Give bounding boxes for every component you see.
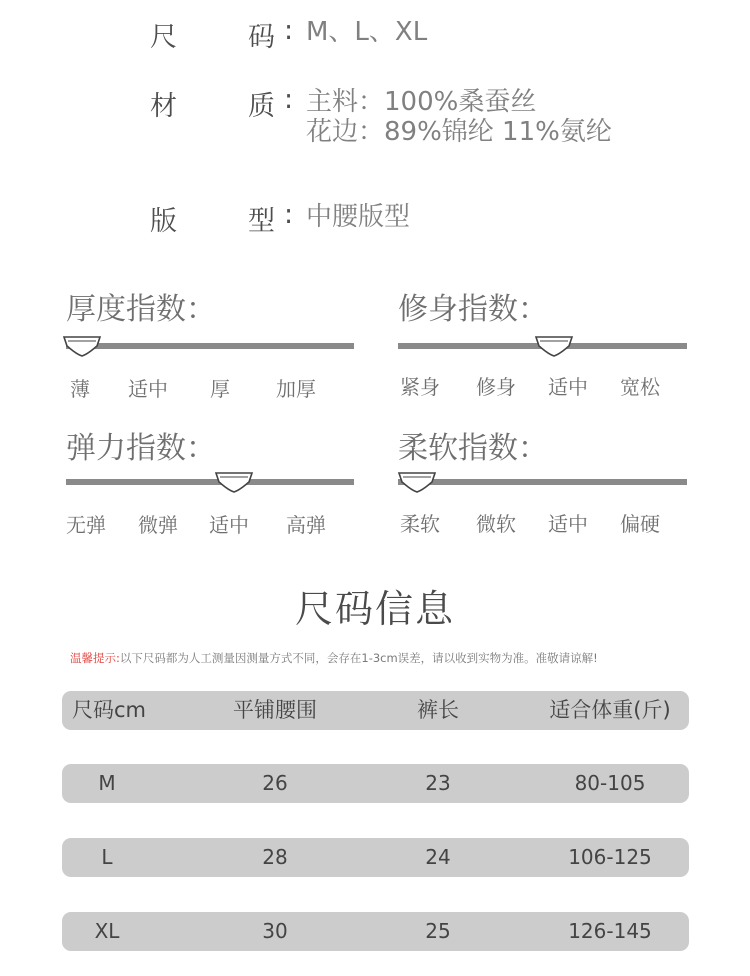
header-size: 尺码cm: [72, 698, 147, 722]
elasticity-level-1: 无弹: [66, 513, 106, 537]
cell-waist: 30: [262, 919, 288, 943]
thickness-level-3: 厚: [210, 377, 230, 401]
elasticity-index-track: [66, 479, 354, 485]
spec-material-label-b: 质: [248, 91, 275, 122]
elasticity-level-3: 适中: [209, 513, 249, 537]
cell-weight: 126-145: [568, 919, 652, 943]
spec-material-line2: 花边：89%锦纶 11%氨纶: [306, 117, 612, 147]
underwear-marker-icon: [534, 333, 574, 359]
cell-weight: 106-125: [568, 845, 652, 869]
spec-material-line1: 主料：100%桑蚕丝: [306, 87, 537, 117]
fit-index-title: 修身指数：: [398, 292, 548, 327]
spec-size-colon: :: [284, 15, 294, 46]
cell-size: L: [101, 845, 113, 869]
fit-level-2: 修身: [476, 375, 516, 399]
spec-material-label-a: 材: [150, 91, 177, 122]
thickness-index-track: [66, 343, 354, 349]
table-row: [62, 912, 689, 951]
spec-fit-value: 中腰版型: [306, 202, 411, 232]
softness-index-title: 柔软指数：: [398, 431, 548, 466]
softness-level-3: 适中: [548, 512, 588, 536]
cell-length: 24: [425, 845, 451, 869]
fit-level-4: 宽松: [620, 375, 660, 399]
header-length: 裤长: [417, 698, 459, 722]
thickness-index-title: 厚度指数：: [66, 292, 216, 327]
softness-level-4: 偏硬: [620, 512, 660, 536]
header-waist: 平铺腰围: [233, 698, 317, 722]
spec-fit-label-b: 型: [248, 206, 275, 237]
underwear-marker-icon: [397, 469, 437, 495]
table-row: [62, 764, 689, 803]
size-tip-text: 以下尺码都为人工测量因测量方式不同，会存在1-3cm误差，请以收到实物为准。准敬请谅解!: [119, 651, 598, 665]
softness-level-1: 柔软: [400, 512, 440, 536]
underwear-marker-icon: [214, 469, 254, 495]
elasticity-index-title: 弹力指数：: [66, 431, 216, 466]
cell-waist: 26: [262, 771, 288, 795]
size-tip: [70, 650, 598, 666]
thickness-level-4: 加厚: [276, 377, 316, 401]
elasticity-level-2: 微弹: [138, 513, 178, 537]
cell-waist: 28: [262, 845, 288, 869]
fit-level-3: 适中: [548, 375, 588, 399]
thickness-level-1: 薄: [70, 377, 90, 401]
header-weight: 适合体重(斤): [549, 698, 671, 722]
size-table-header: [62, 691, 689, 730]
spec-fit-label-a: 版: [150, 206, 177, 237]
cell-size: XL: [94, 919, 120, 943]
size-tip-label: 温馨提示:: [70, 651, 120, 665]
underwear-marker-icon: [62, 333, 102, 359]
thickness-level-2: 适中: [128, 377, 168, 401]
spec-size-label-a: 尺: [150, 22, 177, 53]
softness-level-2: 微软: [476, 512, 516, 536]
elasticity-level-4: 高弹: [286, 513, 326, 537]
spec-fit-colon: :: [284, 199, 294, 230]
spec-size-label-b: 码: [248, 22, 275, 53]
cell-weight: 80-105: [574, 771, 646, 795]
spec-size-value: M、L、XL: [306, 17, 428, 47]
fit-level-1: 紧身: [400, 375, 440, 399]
table-row: [62, 838, 689, 877]
cell-length: 25: [425, 919, 451, 943]
spec-material-colon: :: [284, 84, 294, 115]
cell-size: M: [98, 771, 116, 795]
cell-length: 23: [425, 771, 451, 795]
size-info-title: 尺码信息: [294, 587, 455, 631]
softness-index-track: [398, 479, 687, 485]
